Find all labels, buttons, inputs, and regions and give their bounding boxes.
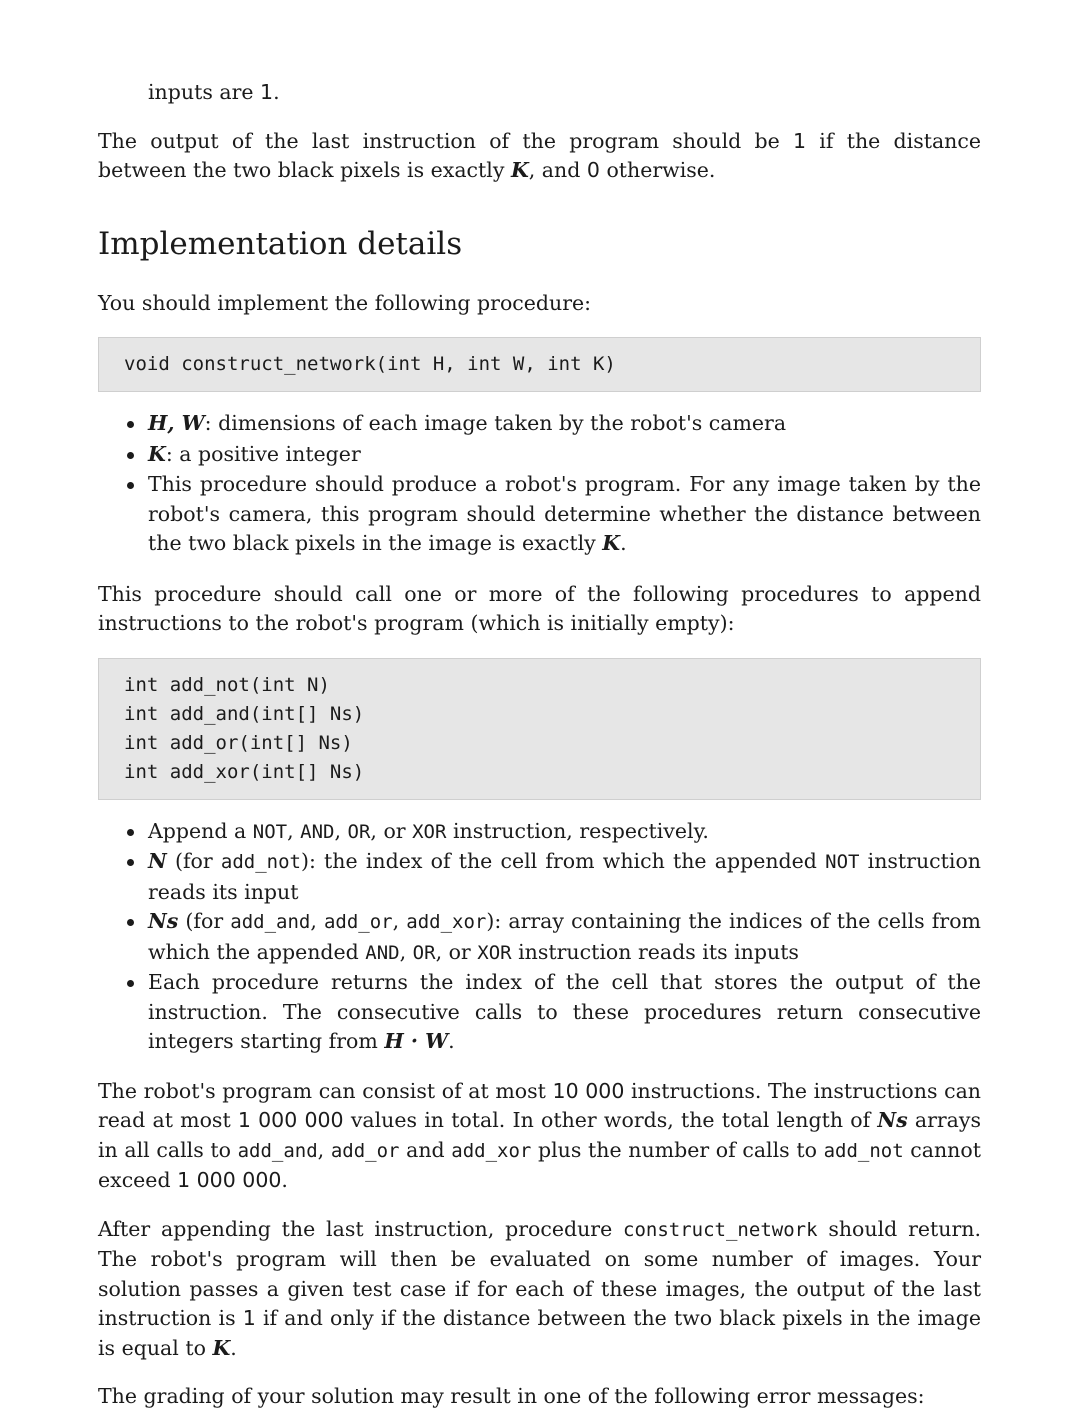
bullet-list-procedure-details <box>98 817 981 1057</box>
number-one: 1 <box>242 1306 256 1330</box>
math-k: K <box>212 1335 231 1360</box>
math-ns: Ns <box>877 1108 908 1132</box>
section-heading: Implementation details <box>98 225 463 262</box>
math-k: K <box>602 531 621 555</box>
bullet-list-parameters <box>98 409 981 559</box>
paragraph-grading: The grading of your solution may result in one of the following error messages: <box>98 1384 925 1408</box>
number-one: 1 <box>260 80 274 104</box>
document-page <box>98 78 981 1412</box>
code-line: void construct_network(int H, int W, int K) <box>124 353 616 375</box>
math-n: N <box>148 849 167 873</box>
list-item: Each procedure returns the index of the cell that stores the output of the instruction. The consecutive calls to these procedures return consecutive integers starting from H · W. <box>98 968 981 1057</box>
list-item: This procedure should produce a robot's program. For any image taken by the robot's camera, this program should determine whether the distance between the two black pixels in the image is exactly K. <box>98 470 981 559</box>
math-h-w: H, W <box>148 411 205 435</box>
code-line: int add_xor(int[] Ns) <box>124 760 365 783</box>
math-k: K <box>510 158 529 182</box>
number-limit: 1 000 000 <box>177 1168 282 1192</box>
paragraph-evaluation: After appending the last instruction, procedure construct_network should return. The robot's program will then be evaluated on some number of images. Your solution passes a given test case if for each of these images, the output of the last instruction is 1 if and only if the distance between the two black pixels in the image is equal to K. <box>98 1216 982 1360</box>
paragraph-limits: The robot's program can consist of at most 10 000 instructions. The instructions can read at most 1 000 000 values in total. In other words, the total length of Ns arrays in all calls to add_and, add_or and add_xor plus the number of calls to add_not cannot exceed 1 000 000. <box>98 1078 982 1192</box>
list-item: H, W: dimensions of each image taken by the robot's camera <box>98 409 981 439</box>
code-line: int add_not(int N) <box>124 673 330 696</box>
list-item: K: a positive integer <box>98 440 981 470</box>
number-limit: 1 000 000 <box>237 1108 344 1132</box>
list-item: N (for add_not): the index of the cell from which the appended NOT instruction reads its input <box>98 847 981 907</box>
paragraph-continuation: inputs are 1. <box>148 80 280 104</box>
list-item: Append a NOT, AND, OR, or XOR instruction, respectively. <box>98 817 981 848</box>
math-k: K <box>148 441 166 466</box>
code-block-construct-network <box>98 337 981 392</box>
number-one: 1 <box>793 128 807 153</box>
paragraph-procedures-intro: This procedure should call one or more of the following procedures to append instructions to the robot's program (which is initially empty): <box>98 581 981 635</box>
paragraph-implement-intro: You should implement the following procedure: <box>98 290 592 315</box>
number-zero: 0 <box>586 158 600 182</box>
number-limit: 10 000 <box>552 1078 625 1103</box>
code-line: int add_and(int[] Ns) <box>124 702 365 725</box>
paragraph-output-rule: The output of the last instruction of the program should be 1 if the distance between the two black pixels is exactly K, and 0 otherwise. <box>98 128 981 182</box>
list-item: Ns (for add_and, add_or, add_xor): array containing the indices of the cells from which the appended AND, OR, or XOR instruction reads its inputs <box>98 907 981 968</box>
code-line: int add_or(int[] Ns) <box>124 731 353 754</box>
math-ns: Ns <box>148 909 179 933</box>
code-block-procedures <box>98 658 981 800</box>
math-h-times-w: H · W <box>384 1029 449 1053</box>
